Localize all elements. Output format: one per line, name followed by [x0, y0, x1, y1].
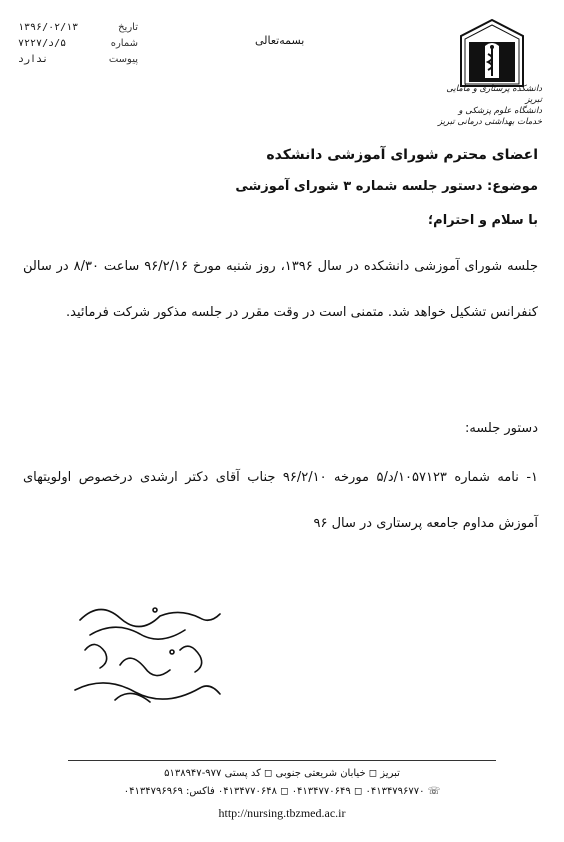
footer-phones: ☏ ۰۴۱۳۴۷۹۶۷۷۰ ◻ ۰۴۱۳۴۷۷۰۶۴۹ ◻ ۰۴۱۳۴۷۷۰۶۴۸ فاکس: ۰۴۱۳۴۷۹۶۹۶۹	[123, 786, 441, 797]
attachment-value: ندارد	[18, 54, 49, 65]
date-value: ۱۳۹۶/۰۲/۱۳	[18, 22, 79, 33]
date-row	[18, 20, 138, 36]
date-label: تاریخ	[118, 22, 138, 33]
logo-caption-line2: دانشگاه علوم پزشکی و خدمات بهداشتی درمانی تبریز	[437, 106, 542, 127]
agenda-label: دستور جلسه:	[464, 421, 538, 436]
number-row	[18, 36, 138, 52]
letter-meta	[18, 20, 138, 68]
subject-line: موضوع: دستور جلسه شماره ۳ شورای آموزشی	[235, 179, 538, 194]
attachment-row	[18, 52, 138, 68]
agenda-item: ۱- نامه شماره ۱۰۵۷۱۲۳/د/۵ مورخه ۹۶/۲/۱۰ جناب آقای دکتر ارشدی درخصوص اولویتهای آموزش مداوم جامعه پرستاری در سال ۹۶	[23, 470, 538, 531]
body-paragraph: جلسه شورای آموزشی دانشکده در سال ۱۳۹۶، روز شنبه مورخ ۹۶/۲/۱۶ ساعت ۸/۳۰ در سالن کنفرانس تشکیل خواهد شد. متمنی است در وقت مقرر در جلسه مذکور شرکت فرمائید.	[23, 259, 539, 320]
logo-caption	[432, 84, 542, 128]
footer-divider	[68, 760, 496, 761]
handwritten-signature	[60, 590, 230, 720]
attachment-label: پیوست	[108, 54, 138, 65]
recipient: اعضای محترم شورای آموزشی دانشکده	[266, 147, 538, 163]
bismillah: بسمه‌تعالی	[255, 34, 305, 47]
number-label: شماره	[110, 38, 138, 49]
number-value: ۵/د/۷۲۲۷	[18, 38, 67, 49]
logo-caption-line1: دانشکده پرستاری و مامایی تبریز	[446, 84, 542, 105]
greeting: با سلام و احترام؛	[427, 213, 538, 228]
footer-address: تبریز ◻ خیابان شریعتی جنوبی ◻ کد پستی ۹۷۷-۵۱۳۸۹۴۷	[164, 768, 400, 779]
footer-url[interactable]: http://nursing.tbzmed.ac.ir	[218, 806, 346, 820]
